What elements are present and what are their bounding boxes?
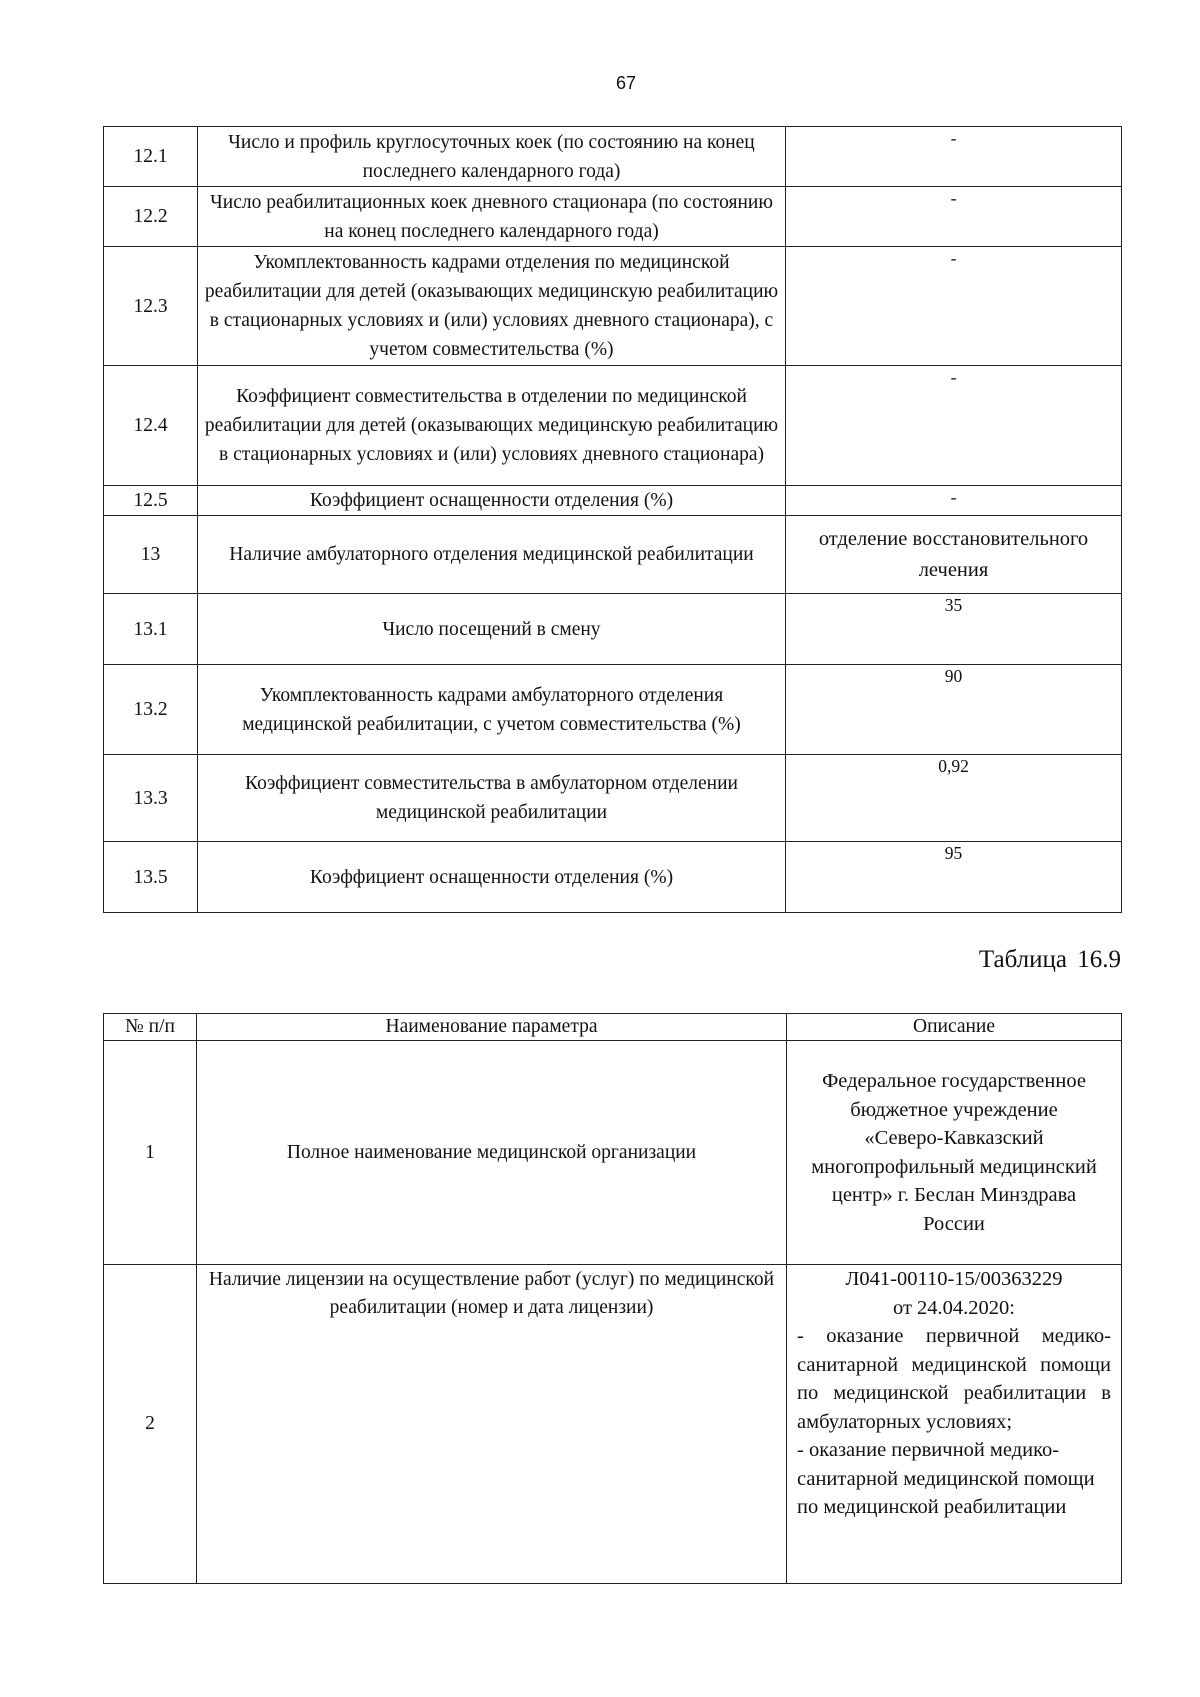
parameter-name: Коэффициент совместительства в амбулаторном отделении медицинской реабилитации xyxy=(198,755,786,842)
table-row xyxy=(104,1041,1122,1265)
column-header-description: Описание xyxy=(787,1014,1122,1041)
row-number: 12.2 xyxy=(104,187,198,247)
table-row xyxy=(104,842,1122,913)
parameter-name: Укомплектованность кадрами амбулаторного отделения медицинской реабилитации, с учетом совместительства (%) xyxy=(198,665,786,755)
parameter-name: Коэффициент оснащенности отделения (%) xyxy=(198,842,786,913)
parameter-value: 90 xyxy=(786,665,1122,755)
parameter-value: 95 xyxy=(786,842,1122,913)
row-number: 12.5 xyxy=(104,486,198,516)
parameter-name: Укомплектованность кадрами отделения по медицинской реабилитации для детей (оказывающих медицинскую реабилитацию в стационарных условиях и (или) условиях дневного стационара), с учетом совместительства (%) xyxy=(198,247,786,366)
parameter-name: Число посещений в смену xyxy=(198,594,786,665)
row-number: 13.3 xyxy=(104,755,198,842)
parameter-value: - xyxy=(786,127,1122,187)
parameter-name: Наличие лицензии на осуществление работ (услуг) по медицинской реабилитации (номер и дата лицензии) xyxy=(197,1265,787,1584)
table-row xyxy=(104,1265,1122,1584)
row-number: 13 xyxy=(104,516,198,594)
parameter-value: - xyxy=(786,486,1122,516)
column-header-parameter: Наименование параметра xyxy=(197,1014,787,1041)
parameter-value: - xyxy=(786,187,1122,247)
parameter-value: - xyxy=(786,366,1122,486)
row-number: 2 xyxy=(104,1265,197,1584)
row-number: 13.2 xyxy=(104,665,198,755)
parameter-name: Число реабилитационных коек дневного стационара (по состоянию на конец последнего календарного года) xyxy=(198,187,786,247)
row-number: 13.5 xyxy=(104,842,198,913)
table-row xyxy=(104,187,1122,247)
organization-table xyxy=(103,1013,1122,1584)
parameter-name: Коэффициент совместительства в отделении по медицинской реабилитации для детей (оказывающих медицинскую реабилитацию в стационарных условиях и (или) условиях дневного стационара) xyxy=(198,366,786,486)
table-header-row xyxy=(104,1014,1122,1041)
row-number: 12.3 xyxy=(104,247,198,366)
license-description xyxy=(787,1265,1122,1584)
table-row xyxy=(104,366,1122,486)
table-row xyxy=(104,486,1122,516)
column-header-number: № п/п xyxy=(104,1014,197,1041)
license-item-2: - оказание первичной медико-санитарной медицинской помощи по медицинской реабилитации xyxy=(797,1439,1095,1518)
table-row xyxy=(104,247,1122,366)
table-row xyxy=(104,594,1122,665)
license-number: Л041-00110-15/00363229 xyxy=(845,1268,1063,1290)
row-number: 12.1 xyxy=(104,127,198,187)
row-number: 1 xyxy=(104,1041,197,1265)
parameter-name: Наличие амбулаторного отделения медицинской реабилитации xyxy=(198,516,786,594)
parameter-value: - xyxy=(786,247,1122,366)
table-row xyxy=(104,755,1122,842)
license-date: от 24.04.2020: xyxy=(892,1296,1015,1319)
table-row xyxy=(104,665,1122,755)
table-caption: Таблица 16.9 xyxy=(978,946,1121,973)
parameters-table-continued xyxy=(103,126,1122,913)
parameter-value: отделение восстановительного лечения xyxy=(786,516,1122,594)
parameter-name: Полное наименование медицинской организации xyxy=(197,1041,787,1265)
parameter-name: Коэффициент оснащенности отделения (%) xyxy=(198,486,786,516)
parameter-value: 0,92 xyxy=(786,755,1122,842)
organization-full-name: Федеральное государственное бюджетное учреждение «Северо-Кавказский многопрофильный медицинский центр» г. Беслан Минздрава России xyxy=(787,1041,1122,1265)
table-row xyxy=(104,127,1122,187)
license-item-1: - оказание первичной медико-санитарной медицинской помощи по медицинской реабилитации в амбулаторных условиях; xyxy=(797,1325,1111,1433)
parameter-name: Число и профиль круглосуточных коек (по состоянию на конец последнего календарного года) xyxy=(198,127,786,187)
page-number: 67 xyxy=(615,73,637,93)
row-number: 13.1 xyxy=(104,594,198,665)
parameter-value: 35 xyxy=(786,594,1122,665)
table-row xyxy=(104,516,1122,594)
row-number: 12.4 xyxy=(104,366,198,486)
